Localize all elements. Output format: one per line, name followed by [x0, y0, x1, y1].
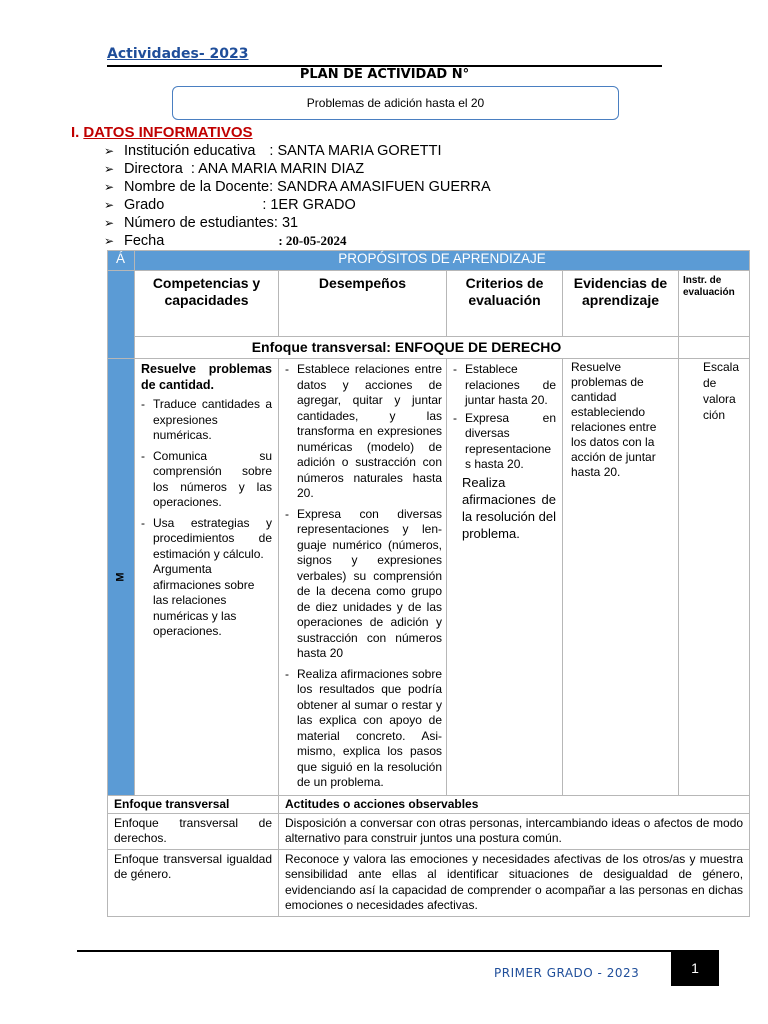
- header-instrumento: Instr. de evaluación: [679, 271, 750, 337]
- footer-rule: [77, 950, 671, 952]
- attitude-accion: Disposición a conversar con otras personas, intercambiando ideas o afectos de modo alternativo para construir juntos una postura común.: [279, 813, 750, 849]
- info-item-directora: [104, 160, 491, 178]
- attitude-enfoque: Enfoque transversal de derechos.: [108, 813, 279, 849]
- estudiantes-text: Número de estudiantes: 31: [124, 215, 299, 231]
- banner-row: [108, 251, 750, 271]
- header-desempenos: Desempeños: [279, 271, 447, 337]
- arrow-bullet-icon: ➢: [104, 144, 115, 158]
- grado-value: : 1ER GRADO: [262, 197, 356, 213]
- enfoque-empty-cell: [679, 337, 750, 359]
- grado-label: Grado: [124, 197, 165, 213]
- purposes-banner: PROPÓSITOS DE APRENDIZAJE: [135, 251, 750, 271]
- desempenos-cell: [279, 359, 447, 796]
- info-item-institucion: [104, 142, 491, 160]
- area-code: M: [114, 572, 127, 582]
- activities-header-link[interactable]: Actividades- 2023: [107, 46, 249, 62]
- directora-value: : ANA MARIA MARIN DIAZ: [190, 161, 365, 177]
- header-criterios: Criterios de evaluación: [447, 271, 563, 337]
- info-item-docente: [104, 178, 491, 196]
- enfoque-row: [108, 337, 750, 359]
- fecha-label: Fecha: [124, 233, 165, 249]
- section-number: I.: [71, 124, 80, 141]
- section-title: [71, 124, 253, 141]
- fecha-value: : 20-05-2024: [278, 233, 347, 248]
- arrow-bullet-icon: ➢: [104, 234, 115, 248]
- footer-text: PRIMER GRADO - 2023: [494, 966, 640, 980]
- instrumento-cell: [679, 359, 750, 796]
- arrow-bullet-icon: ➢: [104, 162, 115, 176]
- competencias-cell: [135, 359, 279, 796]
- directora-label: Directora: [124, 161, 183, 177]
- capacidades-list: [141, 397, 272, 562]
- header-evidencias: Evidencias de aprendizaje: [563, 271, 679, 337]
- capacidad-item: - Usa estrategias y procedimientos de estimación y cálculo.: [141, 516, 272, 563]
- criterios-list: [453, 362, 556, 473]
- criterio-item: - Establece relaciones de juntar hasta 20.: [453, 362, 556, 409]
- attitude-enfoque: Enfoque transversal igualdad de género.: [108, 849, 279, 916]
- criterios-cell: [447, 359, 563, 796]
- section-title-text: DATOS INFORMATIVOS: [83, 124, 253, 141]
- attitudes-header-row: [108, 795, 750, 813]
- page-number: 1: [671, 950, 719, 986]
- institucion-value: : SANTA MARIA GORETTI: [269, 143, 442, 159]
- competencia-title: Resuelve problemas de cantidad.: [141, 362, 272, 392]
- attitude-row: [108, 813, 750, 849]
- info-list: [104, 142, 491, 250]
- info-item-estudiantes: [104, 214, 491, 232]
- content-row: [108, 359, 750, 796]
- desempeno-item: - Realiza afirmaciones sobre los resultados que podría obtener al sumar o restar y las explica con apoyo de material concreto. Asi-mismo, explica los pasos que siguió en la resolución de un problema.: [285, 667, 442, 791]
- arrow-bullet-icon: ➢: [104, 216, 115, 230]
- capacidad-item: - Traduce cantidades a expresiones numéricas.: [141, 397, 272, 444]
- evidencia-text: Resuelve problemas de cantidad estableciendo relaciones entre los datos con la acción de juntar hasta 20.: [571, 360, 657, 479]
- header-competencias: Competencias y capacidades: [135, 271, 279, 337]
- desempeno-item: - Establece relaciones entre datos y acciones de agregar, quitar y juntar cantidades, y las transforma en expresiones numéricas (modelo) de adición o sustracción con números naturales hasta 20.: [285, 362, 442, 502]
- info-item-grado: [104, 196, 491, 214]
- purposes-table: [107, 250, 750, 917]
- docente-text: Nombre de la Docente: SANDRA AMASIFUEN GUERRA: [124, 179, 491, 195]
- arrow-bullet-icon: ➢: [104, 180, 115, 194]
- plan-title: PLAN DE ACTIVIDAD N°: [299, 67, 470, 82]
- attitudes-head-right: Actitudes o acciones observables: [279, 795, 750, 813]
- evidencia-cell: [563, 359, 679, 796]
- topic-box: Problemas de adición hasta el 20: [172, 86, 619, 120]
- info-item-fecha: [104, 232, 491, 250]
- instrumento-text: Escala de valora ción: [703, 360, 740, 422]
- area-letter: Á: [108, 251, 135, 271]
- arrow-bullet-icon: ➢: [104, 198, 115, 212]
- enfoque-title: Enfoque transversal: ENFOQUE DE DERECHO: [135, 337, 679, 359]
- area-column-blank: [108, 271, 135, 359]
- attitude-row: [108, 849, 750, 916]
- criterio-item: - Expresa en diversas representacione s hasta 20.: [453, 411, 556, 473]
- desempeno-item: - Expresa con diversas representaciones y len-guaje numérico (números, signos y expresiones verbales) su comprensión de la decena como grupo de diez unidades y de las operaciones de adición y sustracción con números hasta 20: [285, 507, 442, 662]
- attitudes-head-left: Enfoque transversal: [108, 795, 279, 813]
- area-code-cell: [108, 359, 135, 796]
- attitude-accion: Reconoce y valora las emociones y necesidades afectivas de los otros/as y muestra sensibilidad ante ellas al identificar situaciones de desigualdad de género, evidenciando así la capacidad de comprender o acompañar a las personas en dichas emociones o necesidades afectivas.: [279, 849, 750, 916]
- capacidad-extra: Argumenta afirmaciones sobre las relaciones numéricas y las operaciones.: [153, 562, 255, 638]
- desempenos-list: [285, 362, 442, 791]
- institucion-label: Institución educativa: [124, 143, 256, 159]
- header-row: [108, 271, 750, 337]
- criterio-extra: Realiza afirmaciones de la resolución del problema.: [462, 474, 556, 541]
- capacidad-item: - Comunica su comprensión sobre los números y las operaciones.: [141, 449, 272, 511]
